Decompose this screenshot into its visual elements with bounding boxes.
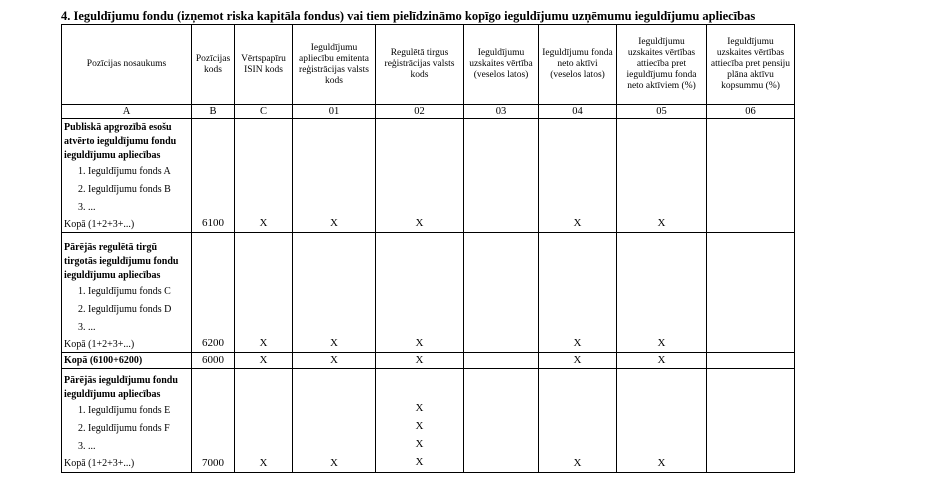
list-item: 3. ...	[78, 202, 96, 213]
cell-value: X	[235, 369, 293, 473]
list-item: 1. Ieguldījumu fonds C	[78, 286, 171, 297]
cell-value: X	[376, 119, 464, 233]
cell-value	[707, 233, 795, 353]
section-other-funds	[62, 369, 795, 473]
cell-value: X	[376, 353, 464, 369]
section-public-funds	[62, 119, 795, 233]
column-letter: A	[62, 105, 192, 119]
investment-funds-table	[61, 24, 795, 473]
section-heading: Pārējās ieguldījumu fondu ieguldījumu apliecības	[64, 375, 178, 400]
column-letter: 06	[707, 105, 795, 119]
header-issuer-country: Ieguldījumu apliecību emitenta reģistrācijas valsts kods	[293, 25, 376, 105]
column-letter: B	[192, 105, 235, 119]
section-total-label: Kopā (1+2+3+...)	[64, 458, 135, 469]
cell-value	[707, 353, 795, 369]
list-item: 1. Ieguldījumu fonds E	[78, 405, 171, 416]
header-ratio-net-assets: Ieguldījumu uzskaites vērtības attiecība pret ieguldījumu fonda neto aktīviem (%)	[617, 25, 707, 105]
list-item: 3. ...	[78, 441, 96, 452]
column-letter: 03	[464, 105, 539, 119]
cell-value: X	[617, 369, 707, 473]
position-code: 6000	[192, 353, 235, 369]
list-item: 2. Ieguldījumu fonds B	[78, 184, 171, 195]
item-mark: X	[415, 438, 424, 450]
column-letter-row	[62, 105, 795, 119]
cell-value	[707, 369, 795, 473]
cell-value: X	[539, 119, 617, 233]
cell-value: X	[376, 233, 464, 353]
position-code: 7000	[192, 369, 235, 473]
cell-value: X	[235, 233, 293, 353]
column-letter: 05	[617, 105, 707, 119]
header-market-country: Regulētā tirgus reģistrācijas valsts kods	[376, 25, 464, 105]
cell-value: X	[293, 119, 376, 233]
header-position-name: Pozīcijas nosaukums	[62, 25, 192, 105]
cell-value: X	[539, 353, 617, 369]
section-label	[62, 369, 192, 473]
cell-value: X	[539, 369, 617, 473]
list-item: 2. Ieguldījumu fonds D	[78, 304, 172, 315]
cell-value-stack	[376, 369, 464, 473]
header-row	[62, 25, 795, 105]
grand-total-row	[62, 353, 795, 369]
cell-value	[464, 369, 539, 473]
cell-value: X	[617, 119, 707, 233]
column-letter: 02	[376, 105, 464, 119]
page-title: 4. Ieguldījumu fondu (izņemot riska kapitāla fondus) vai tiem pielīdzināmo kopīgo ieguldījumu uzņēmumu ieguldījumu apliecības	[61, 9, 756, 23]
section-label	[62, 233, 192, 353]
cell-value: X	[235, 353, 293, 369]
column-letter: 01	[293, 105, 376, 119]
header-isin-code: Vērtspapīru ISIN kods	[235, 25, 293, 105]
header-position-code: Pozīcijas kods	[192, 25, 235, 105]
grand-total-label: Kopā (6100+6200)	[62, 353, 192, 369]
cell-value: X	[293, 353, 376, 369]
header-ratio-plan-assets: Ieguldījumu uzskaites vērtības attiecība pret pensiju plāna aktīvu kopsummu (%)	[707, 25, 795, 105]
column-letter: C	[235, 105, 293, 119]
item-mark: X	[415, 402, 424, 414]
section-heading: Publiskā apgrozībā esošu atvērto ieguldījumu fondu ieguldījumu apliecības	[64, 122, 177, 161]
cell-value: X	[415, 456, 424, 468]
cell-value: X	[617, 353, 707, 369]
section-heading: Pārējās regulētā tirgū tirgotās ieguldījumu fondu ieguldījumu apliecības	[64, 242, 179, 281]
cell-value: X	[293, 369, 376, 473]
section-regulated-market-funds	[62, 233, 795, 353]
cell-value	[464, 119, 539, 233]
position-code: 6200	[192, 233, 235, 353]
cell-value	[464, 353, 539, 369]
header-net-assets: Ieguldījumu fonda neto aktīvi (veselos latos)	[539, 25, 617, 105]
cell-value: X	[235, 119, 293, 233]
list-item: 1. Ieguldījumu fonds A	[78, 166, 171, 177]
list-item: 3. ...	[78, 322, 96, 333]
cell-value: X	[293, 233, 376, 353]
position-code: 6100	[192, 119, 235, 233]
item-mark: X	[415, 420, 424, 432]
section-label	[62, 119, 192, 233]
list-item: 2. Ieguldījumu fonds F	[78, 423, 170, 434]
cell-value: X	[617, 233, 707, 353]
cell-value	[707, 119, 795, 233]
cell-value: X	[539, 233, 617, 353]
section-total-label: Kopā (1+2+3+...)	[64, 339, 135, 350]
section-total-label: Kopā (1+2+3+...)	[64, 219, 135, 230]
header-book-value: Ieguldījumu uzskaites vērtība (veselos latos)	[464, 25, 539, 105]
column-letter: 04	[539, 105, 617, 119]
cell-value	[464, 233, 539, 353]
